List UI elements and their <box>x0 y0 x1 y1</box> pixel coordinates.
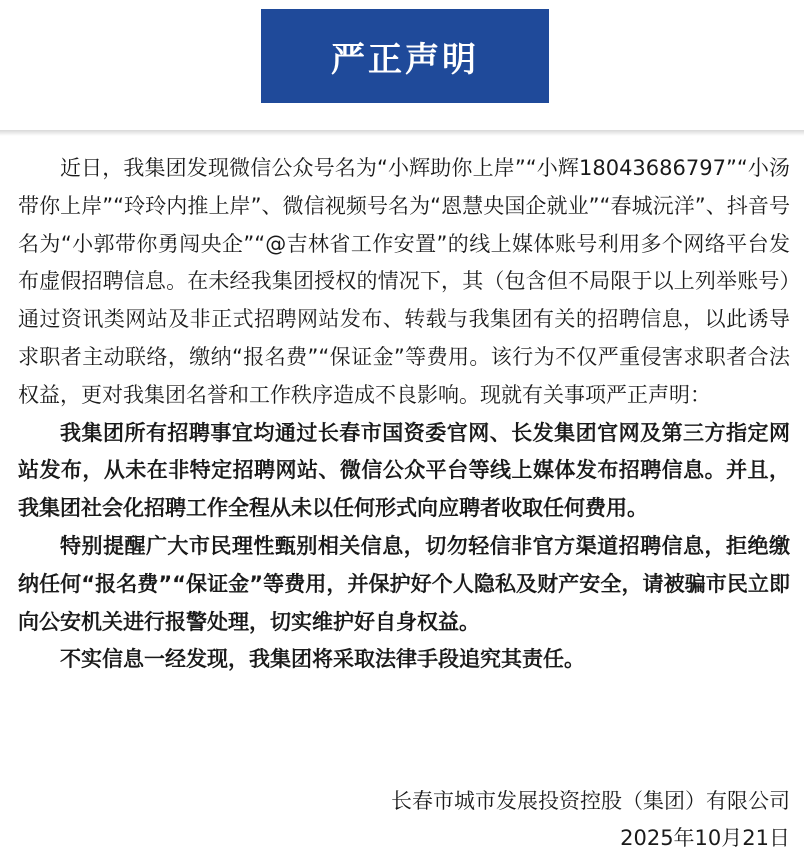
intro-paragraph: 近日，我集团发现微信公众号名为“小辉助你上岸”“小辉18043686797”“小汤带你上岸”“玲玲内推上岸”、微信视频号名为“恩慧央国企就业”“春城沅洋”、抖音号名为“小郭带你勇闯央企”“@吉林省工作安置”的线上媒体账号利用多个网络平台发布虚假招聘信息。在未经我集团授权的情况下，其（包含但不局限于以上列举账号）通过资讯类网站及非正式招聘网站发布、转载与我集团有关的招聘信息，以此诱导求职者主动联络，缴纳“报名费”“保证金”等费用。该行为不仅严重侵害求职者合法权益，更对我集团名誉和工作秩序造成不良影响。现就有关事项严正声明： <box>18 156 790 407</box>
statement-paragraph-reminder: 特别提醒广大市民理性甄别相关信息，切勿轻信非官方渠道招聘信息，拒绝缴纳任何“报名费”“保证金”等费用，并保护好个人隐私及财产安全，请被骗市民立即向公安机关进行报警处理，切实维护好自身权益。 <box>18 533 790 634</box>
page-title: 严正声明 <box>331 39 479 80</box>
statement-body <box>18 150 790 679</box>
statement-paragraph-legal: 不实信息一经发现，我集团将采取法律手段追究其责任。 <box>60 647 585 672</box>
header-divider <box>0 130 804 136</box>
statement-paragraph-recruitment-channels: 我集团所有招聘事宜均通过长春市国资委官网、长发集团官网及第三方指定网站发布，从未在非特定招聘网站、微信公众平台等线上媒体发布招聘信息。并且，我集团社会化招聘工作全程从未以任何形式向应聘者收取任何费用。 <box>18 420 790 521</box>
title-banner <box>261 9 549 103</box>
signature-date: 2025年10月21日 <box>620 826 790 850</box>
signature-company: 长春市城市发展投资控股（集团）有限公司 <box>391 789 790 813</box>
signature-block <box>391 783 790 857</box>
